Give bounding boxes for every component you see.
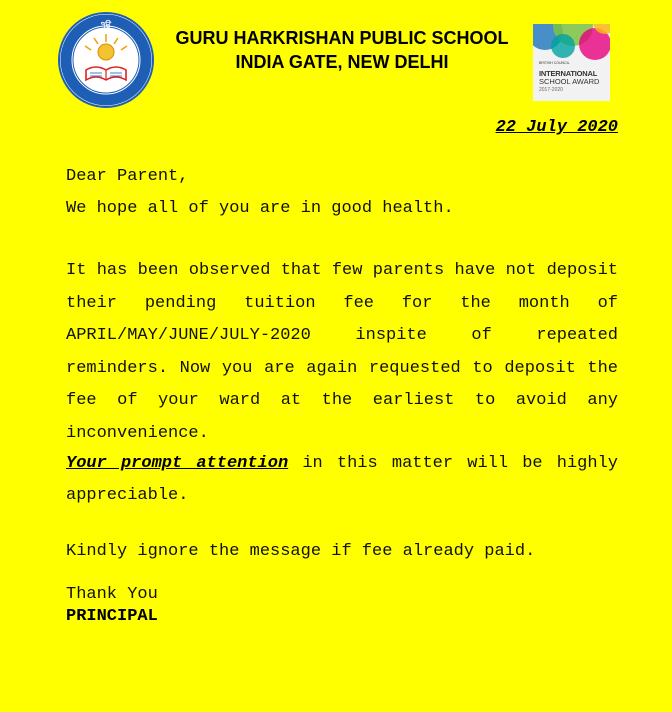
attention-rest: in this matter will be highly appreciable.	[66, 454, 618, 505]
signature: PRINCIPAL	[66, 607, 158, 626]
closing-text: Thank You	[66, 585, 158, 604]
letter-date: 22 July 2020	[495, 118, 618, 137]
school-logo	[58, 12, 154, 108]
school-emblem-icon	[58, 12, 154, 108]
award-brand: BRITISH COUNCIL	[539, 61, 570, 65]
prompt-attention-emphasis: Your prompt attention	[66, 454, 289, 473]
attention-paragraph	[66, 448, 618, 512]
letter-closing	[66, 584, 618, 628]
svg-text:੧ੳ: ੧ੳ	[100, 20, 112, 29]
award-years: 2017-2020	[539, 87, 563, 93]
letter-opening	[66, 161, 618, 225]
award-title: INTERNATIONAL	[539, 69, 598, 78]
fee-reminder-paragraph: It has been observed that few parents have not deposit their pending tuition fee for the month of APRIL/MAY/JUNE/JULY-2020 inspite of repeated reminders. Now you are again requested to deposit the fee of your ward at the earliest to avoid any inconvenience.	[66, 261, 618, 443]
letterhead	[150, 26, 534, 74]
ignore-note: Kindly ignore the message if fee already paid.	[66, 542, 536, 561]
salutation: Dear Parent,	[66, 167, 189, 186]
greeting: We hope all of you are in good health.	[66, 199, 454, 218]
school-location: INDIA GATE, NEW DELHI	[235, 52, 449, 72]
school-name: GURU HARKRISHAN PUBLIC SCHOOL	[175, 28, 509, 48]
international-school-award-badge	[533, 24, 610, 101]
award-subtitle: SCHOOL AWARD	[539, 77, 600, 86]
